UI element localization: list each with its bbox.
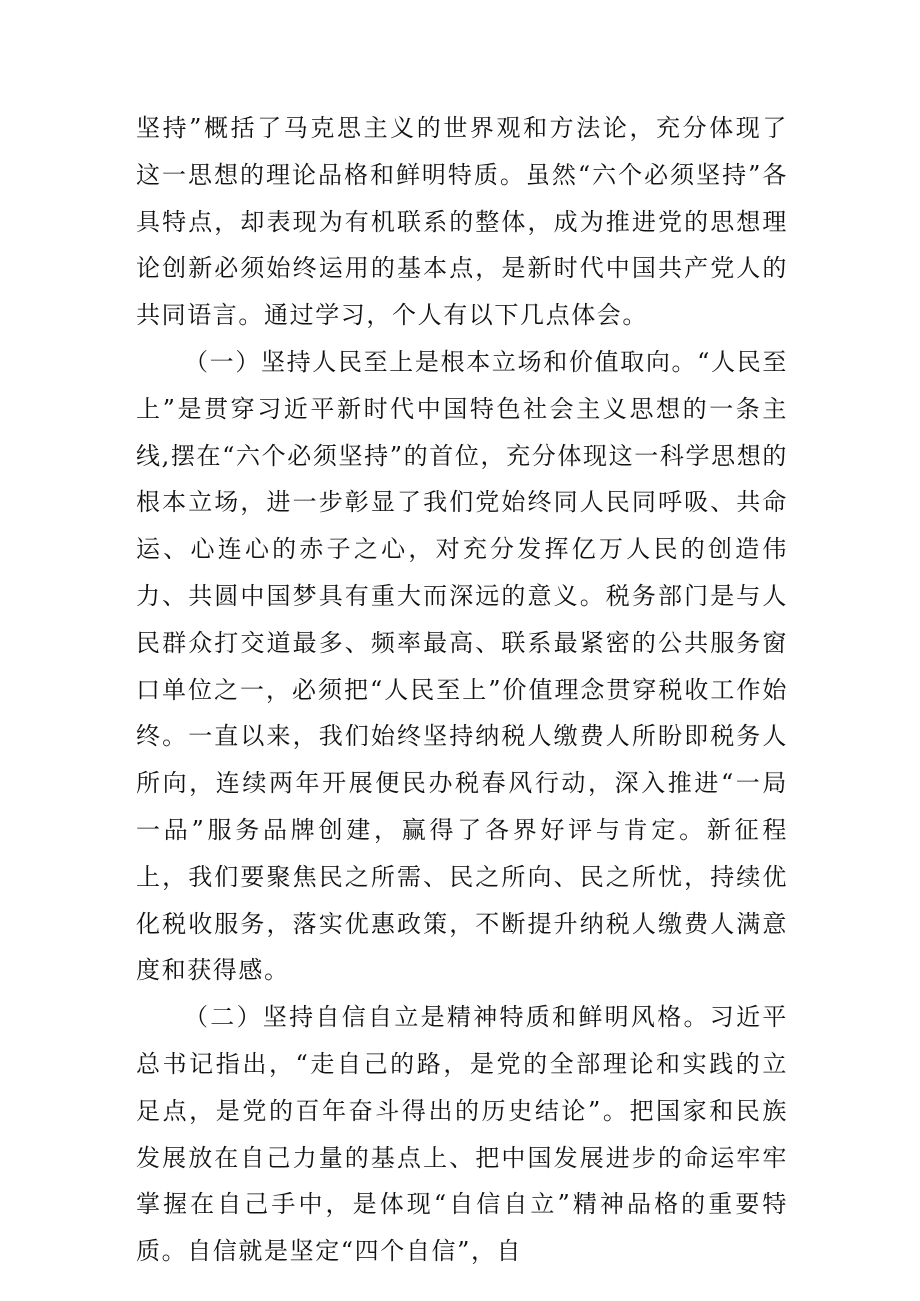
paragraph-section-one-people-first: （一）坚持人民至上是根本立场和价值取向。“人民至上”是贯穿习近平新时代中国特色社会主义思想的一条主线,摆在“六个必须坚持”的首位，充分体现这一科学思想的根本立场，进一步彰显了我们党始终同人民同呼吸、共命运、心连心的赤子之心，对充分发挥亿万人民的创造伟力、共圆中国梦具有重大而深远的意义。税务部门是与人民群众打交道最多、频率最高、联系最紧密的公共服务窗口单位之一，必须把“人民至上”价值理念贯穿税收工作始终。一直以来，我们始终坚持纳税人缴费人所盼即税务人所向，连续两年开展便民办税春风行动，深入推进“一局一品”服务品牌创建，赢得了各界好评与肯定。新征程上，我们要聚焦民之所需、民之所向、民之所忧，持续优化税收服务，落实优惠政策，不断提升纳税人缴费人满意度和获得感。 — [136, 347, 788, 985]
document-body — [136, 105, 788, 1275]
paragraph-section-two-self-confidence: （二）坚持自信自立是精神特质和鲜明风格。习近平总书记指出，“走自己的路，是党的全部理论和实践的立足点，是党的百年奋斗得出的历史结论”。把国家和民族发展放在自己力量的基点上、把中国发展进步的命运牢牢掌握在自己手中，是体现“自信自立”精神品格的重要特质。自信就是坚定“四个自信”，自 — [136, 1003, 788, 1266]
paragraph-intro-continuation: 坚持”概括了马克思主义的世界观和方法论，充分体现了这一思想的理论品格和鲜明特质。虽然“六个必须坚持”各具特点，却表现为有机联系的整体，成为推进党的思想理论创新必须始终运用的基本点，是新时代中国共产党人的共同语言。通过学习，个人有以下几点体会。 — [136, 114, 788, 330]
